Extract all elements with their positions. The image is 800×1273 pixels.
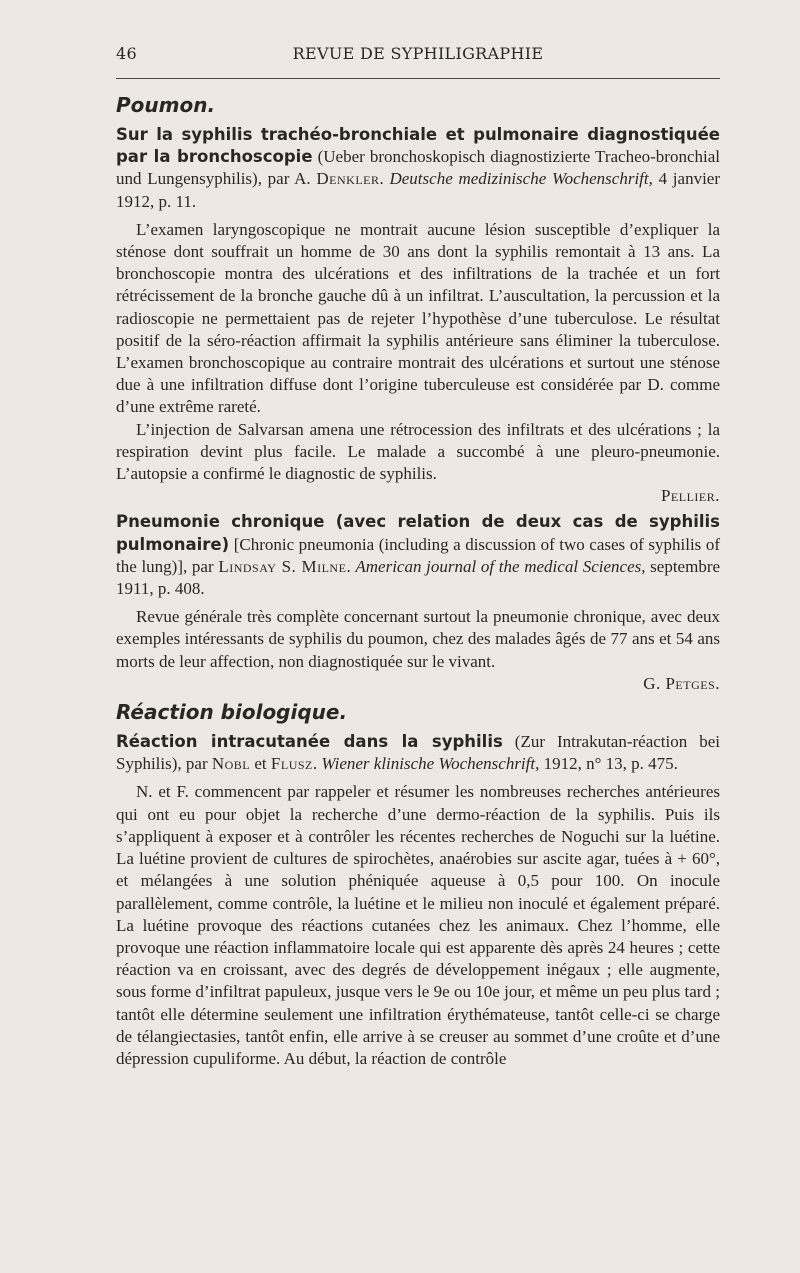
article-header-2: Pneumonie chronique (avec relation de deux cas de syphilis pulmonaire) [Chronic pneumonia (including a discussion of two cases of syphilis of the lung)], par Lindsay S. Milne. American journal of the medical Sciences, septembre 1911, p. 408.	[116, 512, 721, 599]
article-author: Nobl	[211, 754, 251, 774]
running-head	[116, 44, 720, 66]
article-header-3: Réaction intracutanée dans la syphilis (Zur Intrakutan-réaction bei Syphilis), par Nobl et Flusz. Wiener klinische Wochenschrift, 1912, n° 13, p. 475.	[116, 732, 720, 774]
journal-title: REVUE DE SYPHILIGRAPHIE	[292, 44, 544, 63]
article-paragraph: L’examen laryngoscopique ne montrait aucune lésion susceptible d’expliquer la sténose dont souffrait un homme de 30 ans dont la syphilis remontait à 13 ans. La bronchoscopie montra des ulcérations et des infiltrations de la trachée et un fort rétrécissement de la bronche gauche dû à un infiltrat. L’auscultation, la percussion et la radioscopie ne permettaient pas de rejeter l’hypothèse d’une tuberculose. Le résultat positif de la séro-réaction affirmait la syphilis antérieure sans éliminer la tuberculose. L’examen bronchoscopique au contraire montrait des ulcérations et surtout une sténose due à une infiltration diffuse dont l’origine tuberculeuse est considérée par D. comme d’une extrême rareté.	[116, 219, 720, 417]
article-title: Pneumonie chronique (avec relation de deux cas de syphilis pulmonaire)	[116, 512, 720, 554]
article-journal: Deutsche medizinische Wochenschrift,	[389, 169, 653, 189]
article-citation: (Zur Intrakutan-réaction bei Syphilis), par	[116, 732, 720, 774]
header-rule	[116, 78, 720, 79]
article-journal: Wiener klinische Wochenschrift,	[321, 754, 540, 774]
article-paragraph: Revue générale très complète concernant surtout la pneumonie chronique, avec deux exemples intéressants de syphilis du poumon, chez des malades âgés de 77 ans et 54 ans morts de leur affection, non diagnostiquée sur le vivant.	[116, 607, 720, 671]
article-citation: (Ueber bronchoskopisch diagnostizierte Tracheo-bronchial und Lungensyphilis), par A.	[116, 147, 720, 189]
article-signature: Pellier.	[660, 486, 720, 506]
article-author: Lindsay S. Milne	[218, 556, 347, 576]
article-paragraph: L’injection de Salvarsan amena une rétrocession des infiltrats et des ulcérations ; la respiration devint plus facile. Le malade a succombé à une pleuro-pneumonie. L’autopsie a confirmé le diagnostic de syphilis.	[116, 419, 720, 484]
article-title: Sur la syphilis trachéo-bronchiale et pulmonaire diagnostiquée par la bronchoscopie	[116, 125, 720, 167]
page-content	[116, 92, 720, 1070]
article-signature: G. Petges.	[643, 673, 720, 693]
section-title-reaction: Réaction biologique.	[116, 700, 348, 725]
article-author: Denkler	[316, 169, 380, 189]
article-citation: [Chronic pneumonia (including a discussion of two cases of syphilis of the lung)], par	[116, 534, 720, 576]
article-date: septembre 1911, p. 408.	[116, 556, 721, 599]
article-conjunction: et	[250, 754, 271, 774]
article-date: 1912, n° 13, p. 475.	[539, 754, 678, 774]
article-title: Réaction intracutanée dans la syphilis	[116, 732, 503, 752]
page-number: 46	[116, 44, 137, 63]
article-author: Flusz	[270, 754, 313, 774]
article-header-1: Sur la syphilis trachéo-bronchiale et pulmonaire diagnostiquée par la bronchoscopie (Ueber bronchoskopisch diagnostizierte Tracheo-bronchial und Lungensyphilis), par A. Denkler. Deutsche medizinische Wochenschrift, 4 janvier 1912, p. 11.	[116, 125, 721, 211]
section-title-poumon: Poumon.	[116, 93, 216, 117]
article-paragraph: N. et F. commencent par rappeler et résumer les nombreuses recherches antérieures qui ont eu pour objet la recherche d’une dermo-réaction de la syphilis. Puis ils s’appliquent à exposer et à contrôler les récentes recherches de Noguchi sur la luétine. La luétine provient de cultures de spirochètes, anaérobies sur ascite agar, tuées à + 60°, et mélangées à une solution phéniquée aqueuse à 0,5 pour 100. On inocule parallèlement, comme contrôle, la luétine et le milieu non inoculé et également préparé. La luétine provoque des réactions cutanées chez les animaux. Chez l’homme, elle provoque une réaction inflammatoire locale qui est apparente dès après 24 heures ; cette réaction va en croissant, avec des degrés de développement inégaux ; elle augmente, sous forme d’infiltrat papuleux, jusque vers le 9e ou 10e jour, et même un peu plus tard ; tantôt elle détermine seulement une infiltration érythémateuse, tantôt celle-ci se charge de télangiectasies, tantôt enfin, elle arrive à se creuser au sommet d’une croûte et d’une dépression cupuliforme. Au début, la réaction de contrôle	[116, 782, 720, 1068]
article-date: 4 janvier 1912, p. 11.	[116, 169, 721, 211]
article-journal: American journal of the medical Sciences,	[355, 556, 646, 576]
